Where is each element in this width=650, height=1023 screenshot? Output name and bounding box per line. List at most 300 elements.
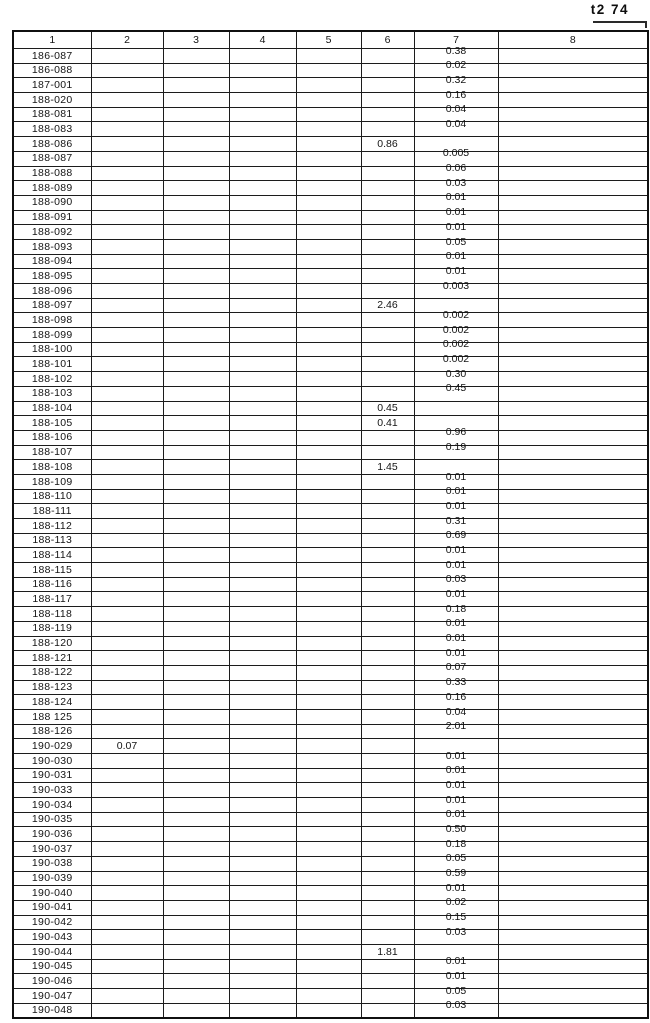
value-text: 0.05 xyxy=(445,852,467,865)
empty-cell xyxy=(296,357,361,372)
empty-cell xyxy=(91,298,163,313)
empty-cell xyxy=(498,812,648,827)
empty-cell xyxy=(361,474,414,489)
empty-cell xyxy=(361,122,414,137)
value-text: 0.18 xyxy=(445,602,467,615)
empty-cell xyxy=(498,944,648,959)
empty-cell xyxy=(498,695,648,710)
empty-cell xyxy=(163,489,229,504)
empty-cell xyxy=(91,548,163,563)
empty-cell xyxy=(91,372,163,387)
empty-cell xyxy=(91,122,163,137)
value-text: 0.01 xyxy=(445,206,467,219)
page-corner-label: t2 74 xyxy=(590,2,629,17)
table-row xyxy=(13,989,648,1004)
empty-cell xyxy=(498,254,648,269)
row-id-cell: 188-116 xyxy=(13,577,91,592)
empty-cell xyxy=(91,195,163,210)
empty-cell xyxy=(163,504,229,519)
empty-cell xyxy=(91,342,163,357)
value-text: 0.04 xyxy=(445,118,467,131)
empty-cell xyxy=(229,460,296,475)
empty-cell xyxy=(296,284,361,299)
value-cell xyxy=(91,739,163,754)
empty-cell xyxy=(163,665,229,680)
empty-cell xyxy=(296,460,361,475)
table-row xyxy=(13,372,648,387)
row-id-cell: 186-088 xyxy=(13,63,91,78)
empty-cell xyxy=(91,166,163,181)
row-id-cell: 190-045 xyxy=(13,959,91,974)
value-cell xyxy=(361,401,414,416)
value-text: 0.01 xyxy=(445,778,467,791)
value-text: 0.01 xyxy=(445,646,467,659)
empty-cell xyxy=(361,768,414,783)
empty-cell xyxy=(361,269,414,284)
empty-cell xyxy=(498,886,648,901)
empty-cell xyxy=(361,930,414,945)
empty-cell xyxy=(229,519,296,534)
empty-cell xyxy=(91,886,163,901)
empty-cell xyxy=(229,313,296,328)
empty-cell xyxy=(296,739,361,754)
table-row xyxy=(13,827,648,842)
row-id-cell: 188-118 xyxy=(13,607,91,622)
value-text: 0.18 xyxy=(445,837,467,850)
empty-cell xyxy=(229,430,296,445)
table-row xyxy=(13,342,648,357)
empty-cell xyxy=(498,137,648,152)
empty-cell xyxy=(163,812,229,827)
table-row xyxy=(13,798,648,813)
empty-cell xyxy=(296,724,361,739)
empty-cell xyxy=(296,754,361,769)
value-cell xyxy=(361,460,414,475)
row-id-cell: 188-097 xyxy=(13,298,91,313)
value-text: 0.16 xyxy=(445,690,467,703)
column-header-cell: 6 xyxy=(361,31,414,49)
empty-cell xyxy=(296,474,361,489)
empty-cell xyxy=(296,489,361,504)
empty-cell xyxy=(163,63,229,78)
empty-cell xyxy=(498,1003,648,1018)
empty-cell xyxy=(163,166,229,181)
empty-cell xyxy=(296,812,361,827)
empty-cell xyxy=(163,357,229,372)
empty-cell xyxy=(163,548,229,563)
empty-cell xyxy=(229,166,296,181)
empty-cell xyxy=(229,724,296,739)
table-row xyxy=(13,783,648,798)
column-header-cell: 7 xyxy=(414,31,498,49)
empty-cell xyxy=(229,665,296,680)
empty-cell xyxy=(91,768,163,783)
empty-cell xyxy=(498,460,648,475)
value-text: 0.01 xyxy=(445,617,467,630)
empty-cell xyxy=(498,915,648,930)
table-row xyxy=(13,577,648,592)
empty-cell xyxy=(229,474,296,489)
empty-cell xyxy=(91,812,163,827)
empty-cell xyxy=(91,827,163,842)
value-text: 0.03 xyxy=(445,176,467,189)
row-id-cell: 188-110 xyxy=(13,489,91,504)
value-text: 0.07 xyxy=(116,739,138,752)
table-row xyxy=(13,63,648,78)
value-cell xyxy=(361,944,414,959)
empty-cell xyxy=(163,386,229,401)
value-text: 0.002 xyxy=(442,323,470,336)
empty-cell xyxy=(229,342,296,357)
empty-cell xyxy=(296,944,361,959)
empty-cell xyxy=(91,856,163,871)
table-row xyxy=(13,107,648,122)
empty-cell xyxy=(229,357,296,372)
empty-cell xyxy=(229,137,296,152)
value-cell xyxy=(414,925,498,945)
empty-cell xyxy=(229,944,296,959)
value-text: 0.04 xyxy=(445,103,467,116)
empty-cell xyxy=(163,974,229,989)
table-row xyxy=(13,137,648,152)
empty-cell xyxy=(229,548,296,563)
empty-cell xyxy=(163,886,229,901)
empty-cell xyxy=(229,651,296,666)
empty-cell xyxy=(361,783,414,798)
empty-cell xyxy=(296,798,361,813)
empty-cell xyxy=(91,137,163,152)
empty-cell xyxy=(361,239,414,254)
value-text: 0.01 xyxy=(445,764,467,777)
empty-cell xyxy=(163,181,229,196)
row-id-cell: 188-109 xyxy=(13,474,91,489)
empty-cell xyxy=(498,63,648,78)
empty-cell xyxy=(498,621,648,636)
empty-cell xyxy=(498,284,648,299)
empty-cell xyxy=(498,856,648,871)
empty-cell xyxy=(361,915,414,930)
empty-cell xyxy=(296,137,361,152)
row-id-cell: 190-038 xyxy=(13,856,91,871)
empty-cell xyxy=(361,680,414,695)
empty-cell xyxy=(414,401,498,416)
value-text: 0.45 xyxy=(445,382,467,395)
value-text: 0.01 xyxy=(445,499,467,512)
empty-cell xyxy=(498,680,648,695)
empty-cell xyxy=(361,210,414,225)
empty-cell xyxy=(163,695,229,710)
empty-cell xyxy=(163,313,229,328)
value-text: 0.002 xyxy=(442,353,470,366)
empty-cell xyxy=(163,225,229,240)
empty-cell xyxy=(361,107,414,122)
empty-cell xyxy=(361,1003,414,1018)
empty-cell xyxy=(498,225,648,240)
empty-cell xyxy=(361,621,414,636)
table-row xyxy=(13,739,648,754)
empty-cell xyxy=(498,445,648,460)
table-row xyxy=(13,254,648,269)
empty-cell xyxy=(498,386,648,401)
value-text: 2.46 xyxy=(377,299,398,312)
row-id-cell: 188-108 xyxy=(13,460,91,475)
empty-cell xyxy=(498,474,648,489)
row-id-cell: 188-122 xyxy=(13,665,91,680)
value-text: 0.01 xyxy=(445,543,467,556)
value-text: 0.01 xyxy=(445,749,467,762)
empty-cell xyxy=(498,519,648,534)
row-id-cell: 190-047 xyxy=(13,989,91,1004)
value-text: 0.01 xyxy=(445,470,467,483)
row-id-cell: 188-090 xyxy=(13,195,91,210)
empty-cell xyxy=(91,328,163,343)
empty-cell xyxy=(361,665,414,680)
row-id-cell: 188-088 xyxy=(13,166,91,181)
empty-cell xyxy=(296,548,361,563)
table-row xyxy=(13,49,648,64)
empty-cell xyxy=(361,445,414,460)
empty-cell xyxy=(163,798,229,813)
corner-line-mark xyxy=(593,21,647,23)
row-id-cell: 190-034 xyxy=(13,798,91,813)
value-text: 0.01 xyxy=(445,632,467,645)
value-text: 0.86 xyxy=(377,137,398,150)
empty-cell xyxy=(229,709,296,724)
row-id-cell: 188-094 xyxy=(13,254,91,269)
empty-cell xyxy=(91,239,163,254)
empty-cell xyxy=(91,665,163,680)
empty-cell xyxy=(163,195,229,210)
value-cell xyxy=(361,416,414,431)
empty-cell xyxy=(361,974,414,989)
empty-cell xyxy=(91,210,163,225)
empty-cell xyxy=(91,974,163,989)
empty-cell xyxy=(361,607,414,622)
empty-cell xyxy=(498,489,648,504)
row-id-cell: 188-020 xyxy=(13,93,91,108)
empty-cell xyxy=(361,754,414,769)
empty-cell xyxy=(296,651,361,666)
empty-cell xyxy=(163,783,229,798)
empty-cell xyxy=(498,974,648,989)
empty-cell xyxy=(296,533,361,548)
empty-cell xyxy=(296,416,361,431)
table-row xyxy=(13,284,648,299)
empty-cell xyxy=(296,93,361,108)
empty-cell xyxy=(498,739,648,754)
empty-cell xyxy=(163,636,229,651)
empty-cell xyxy=(163,430,229,445)
empty-cell xyxy=(91,225,163,240)
empty-cell xyxy=(361,798,414,813)
empty-cell xyxy=(229,269,296,284)
empty-cell xyxy=(91,49,163,64)
empty-cell xyxy=(163,239,229,254)
row-id-cell: 190-044 xyxy=(13,944,91,959)
empty-cell xyxy=(296,856,361,871)
row-id-cell: 188-093 xyxy=(13,239,91,254)
table-row xyxy=(13,401,648,416)
row-id-cell: 190-030 xyxy=(13,754,91,769)
empty-cell xyxy=(361,225,414,240)
empty-cell xyxy=(229,695,296,710)
empty-cell xyxy=(296,592,361,607)
empty-cell xyxy=(498,577,648,592)
column-header-cell: 5 xyxy=(296,31,361,49)
empty-cell xyxy=(163,137,229,152)
row-id-cell: 188-105 xyxy=(13,416,91,431)
empty-cell xyxy=(361,533,414,548)
empty-cell xyxy=(498,592,648,607)
empty-cell xyxy=(163,768,229,783)
empty-cell xyxy=(91,709,163,724)
empty-cell xyxy=(296,328,361,343)
column-header-cell: 1 xyxy=(13,31,91,49)
row-id-cell: 190-046 xyxy=(13,974,91,989)
value-text: 0.69 xyxy=(445,529,467,542)
value-text: 0.02 xyxy=(445,59,467,72)
value-text: 0.01 xyxy=(445,808,467,821)
empty-cell xyxy=(163,842,229,857)
empty-cell xyxy=(498,533,648,548)
empty-cell xyxy=(163,401,229,416)
value-text: 0.02 xyxy=(445,896,467,909)
table-row xyxy=(13,78,648,93)
empty-cell xyxy=(91,680,163,695)
empty-cell xyxy=(91,959,163,974)
empty-cell xyxy=(361,78,414,93)
empty-cell xyxy=(163,607,229,622)
value-text: 1.45 xyxy=(377,460,398,473)
table-row xyxy=(13,93,648,108)
column-header-cell: 4 xyxy=(229,31,296,49)
table-row xyxy=(13,489,648,504)
table-row xyxy=(13,519,648,534)
empty-cell xyxy=(229,783,296,798)
value-text: 0.38 xyxy=(445,44,467,57)
empty-cell xyxy=(296,313,361,328)
empty-cell xyxy=(498,607,648,622)
empty-cell xyxy=(91,107,163,122)
empty-cell xyxy=(91,1003,163,1018)
table-row xyxy=(13,563,648,578)
empty-cell xyxy=(498,798,648,813)
table-row xyxy=(13,122,648,137)
empty-cell xyxy=(229,63,296,78)
table-row xyxy=(13,680,648,695)
empty-cell xyxy=(498,563,648,578)
empty-cell xyxy=(91,695,163,710)
empty-cell xyxy=(229,974,296,989)
table-row xyxy=(13,269,648,284)
table-row xyxy=(13,460,648,475)
table-row xyxy=(13,886,648,901)
row-id-cell: 188-114 xyxy=(13,548,91,563)
empty-cell xyxy=(498,724,648,739)
table-row xyxy=(13,651,648,666)
table-row xyxy=(13,636,648,651)
empty-cell xyxy=(361,577,414,592)
empty-cell xyxy=(498,504,648,519)
empty-cell xyxy=(163,107,229,122)
row-id-cell: 190-036 xyxy=(13,827,91,842)
table-row xyxy=(13,709,648,724)
empty-cell xyxy=(498,900,648,915)
empty-cell xyxy=(296,181,361,196)
value-text: 0.002 xyxy=(442,308,470,321)
table-header xyxy=(13,31,648,49)
empty-cell xyxy=(229,416,296,431)
empty-cell xyxy=(296,298,361,313)
row-id-cell: 188-096 xyxy=(13,284,91,299)
empty-cell xyxy=(296,842,361,857)
row-id-cell: 188-121 xyxy=(13,651,91,666)
empty-cell xyxy=(163,474,229,489)
empty-cell xyxy=(361,989,414,1004)
empty-cell xyxy=(91,284,163,299)
empty-cell xyxy=(229,827,296,842)
value-text: 0.03 xyxy=(445,925,467,938)
empty-cell xyxy=(361,856,414,871)
table-row xyxy=(13,210,648,225)
empty-cell xyxy=(91,445,163,460)
empty-cell xyxy=(296,504,361,519)
empty-cell xyxy=(163,680,229,695)
table-row xyxy=(13,944,648,959)
value-text: 0.31 xyxy=(445,514,467,527)
empty-cell xyxy=(163,416,229,431)
value-text: 0.19 xyxy=(445,441,467,454)
empty-cell xyxy=(91,900,163,915)
empty-cell xyxy=(229,842,296,857)
empty-cell xyxy=(229,1003,296,1018)
empty-cell xyxy=(498,665,648,680)
table-row xyxy=(13,812,648,827)
empty-cell xyxy=(498,548,648,563)
empty-cell xyxy=(229,78,296,93)
empty-cell xyxy=(498,151,648,166)
empty-cell xyxy=(229,195,296,210)
empty-cell xyxy=(163,298,229,313)
empty-cell xyxy=(229,680,296,695)
value-text: 0.06 xyxy=(445,162,467,175)
empty-cell xyxy=(361,900,414,915)
row-id-cell: 188-099 xyxy=(13,328,91,343)
empty-cell xyxy=(229,930,296,945)
empty-cell xyxy=(91,724,163,739)
empty-cell xyxy=(91,533,163,548)
empty-cell xyxy=(498,959,648,974)
value-text: 0.41 xyxy=(377,416,398,429)
empty-cell xyxy=(229,225,296,240)
value-text: 0.003 xyxy=(442,279,470,292)
empty-cell xyxy=(498,328,648,343)
table-row xyxy=(13,430,648,445)
empty-cell xyxy=(361,812,414,827)
empty-cell xyxy=(498,842,648,857)
empty-cell xyxy=(361,959,414,974)
empty-cell xyxy=(296,401,361,416)
row-id-cell: 188-101 xyxy=(13,357,91,372)
row-id-cell: 190-035 xyxy=(13,812,91,827)
empty-cell xyxy=(91,357,163,372)
empty-cell xyxy=(91,504,163,519)
empty-cell xyxy=(296,239,361,254)
empty-cell xyxy=(229,328,296,343)
row-id-cell: 190-040 xyxy=(13,886,91,901)
empty-cell xyxy=(296,386,361,401)
row-id-cell: 190-042 xyxy=(13,915,91,930)
